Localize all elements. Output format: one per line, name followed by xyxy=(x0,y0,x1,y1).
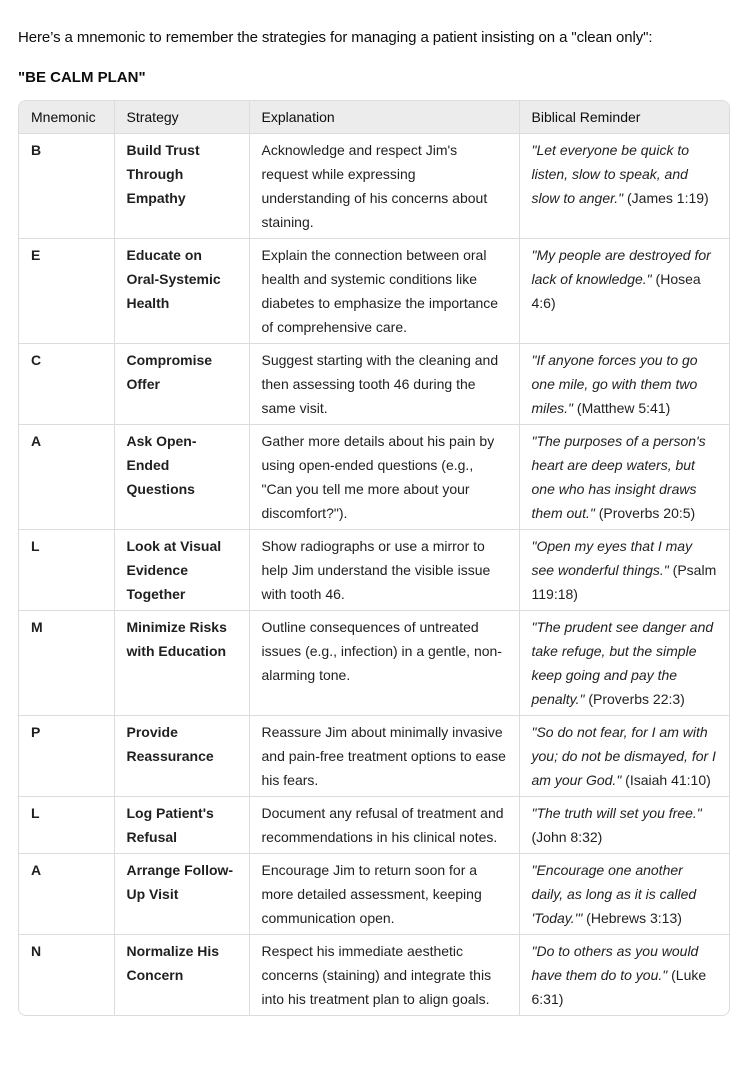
bible-reference: (Hosea 4:6) xyxy=(531,271,701,311)
bible-quote: "The purposes of a person's heart are deep waters, but one who has insight draws them out." xyxy=(531,433,706,521)
table-row xyxy=(19,611,729,716)
bible-quote: "Encourage one another daily, as long as it is called 'Today.'" xyxy=(531,862,697,926)
table-row xyxy=(19,716,729,797)
bible-quote: "The prudent see danger and take refuge, but the simple keep going and pay the penalty." xyxy=(531,619,714,707)
bible-quote: "My people are destroyed for lack of knowledge." xyxy=(531,247,711,287)
row-letter: A xyxy=(19,425,114,530)
header-biblical-reminder: Biblical Reminder xyxy=(519,101,729,134)
row-explanation: Encourage Jim to return soon for a more detailed assessment, keeping communication open. xyxy=(249,854,519,935)
row-letter: L xyxy=(19,530,114,611)
table-row xyxy=(19,239,729,344)
row-biblical-reminder xyxy=(519,344,729,425)
row-letter: B xyxy=(19,134,114,239)
row-strategy: Educate on Oral-Systemic Health xyxy=(114,239,249,344)
bible-quote: "Open my eyes that I may see wonderful things." xyxy=(531,538,693,578)
row-biblical-reminder xyxy=(519,797,729,854)
row-biblical-reminder xyxy=(519,134,729,239)
bible-reference: (Proverbs 20:5) xyxy=(594,505,696,521)
bible-reference: (James 1:19) xyxy=(623,190,709,206)
row-biblical-reminder xyxy=(519,716,729,797)
row-biblical-reminder xyxy=(519,239,729,344)
bible-quote: "The truth will set you free." xyxy=(531,805,702,821)
row-biblical-reminder xyxy=(519,425,729,530)
table-row xyxy=(19,797,729,854)
row-letter: A xyxy=(19,854,114,935)
bible-quote: "Let everyone be quick to listen, slow to speak, and slow to anger." xyxy=(531,142,690,206)
bible-reference: (Psalm 119:18) xyxy=(531,562,717,602)
mnemonic-table-container xyxy=(18,100,730,1016)
row-strategy: Minimize Risks with Education xyxy=(114,611,249,716)
row-explanation: Reassure Jim about minimally invasive and pain-free treatment options to ease his fears. xyxy=(249,716,519,797)
mnemonic-heading: "BE CALM PLAN" xyxy=(18,69,146,86)
row-strategy: Arrange Follow-Up Visit xyxy=(114,854,249,935)
row-strategy: Compromise Offer xyxy=(114,344,249,425)
row-strategy: Provide Reassurance xyxy=(114,716,249,797)
row-explanation: Explain the connection between oral health and systemic conditions like diabetes to emphasize the importance of comprehensive care. xyxy=(249,239,519,344)
bible-reference: (Proverbs 22:3) xyxy=(584,691,685,707)
row-biblical-reminder xyxy=(519,611,729,716)
header-strategy: Strategy xyxy=(114,101,249,134)
row-strategy: Look at Visual Evidence Together xyxy=(114,530,249,611)
bible-reference: (Isaiah 41:10) xyxy=(621,772,711,788)
table-row xyxy=(19,854,729,935)
header-explanation: Explanation xyxy=(249,101,519,134)
bible-reference: (Hebrews 3:13) xyxy=(582,910,682,926)
table-row xyxy=(19,425,729,530)
row-letter: E xyxy=(19,239,114,344)
row-biblical-reminder xyxy=(519,854,729,935)
bible-reference: (Luke 6:31) xyxy=(531,967,707,1007)
row-explanation: Suggest starting with the cleaning and then assessing tooth 46 during the same visit. xyxy=(249,344,519,425)
row-explanation: Document any refusal of treatment and recommendations in his clinical notes. xyxy=(249,797,519,854)
row-strategy: Build Trust Through Empathy xyxy=(114,134,249,239)
row-explanation: Respect his immediate aesthetic concerns (staining) and integrate this into his treatment plan to align goals. xyxy=(249,935,519,1016)
bible-quote: "Do to others as you would have them do to you." xyxy=(531,943,699,983)
row-letter: C xyxy=(19,344,114,425)
bible-quote: "If anyone forces you to go one mile, go with them two miles." xyxy=(531,352,698,416)
row-strategy: Log Patient's Refusal xyxy=(114,797,249,854)
header-mnemonic: Mnemonic xyxy=(19,101,114,134)
bible-reference: (Matthew 5:41) xyxy=(573,400,671,416)
table-row xyxy=(19,134,729,239)
row-strategy: Ask Open-Ended Questions xyxy=(114,425,249,530)
row-letter: M xyxy=(19,611,114,716)
table-row xyxy=(19,344,729,425)
bible-quote: "So do not fear, for I am with you; do not be dismayed, for I am your God." xyxy=(531,724,716,788)
row-strategy: Normalize His Concern xyxy=(114,935,249,1016)
row-explanation: Gather more details about his pain by using open-ended questions (e.g., "Can you tell me more about your discomfort?"). xyxy=(249,425,519,530)
mnemonic-table xyxy=(19,101,729,1015)
row-letter: N xyxy=(19,935,114,1016)
bible-reference: (John 8:32) xyxy=(531,829,603,845)
row-biblical-reminder xyxy=(519,935,729,1016)
row-explanation: Outline consequences of untreated issues (e.g., infection) in a gentle, non-alarming tone. xyxy=(249,611,519,716)
row-explanation: Show radiographs or use a mirror to help Jim understand the visible issue with tooth 46. xyxy=(249,530,519,611)
row-letter: P xyxy=(19,716,114,797)
table-row xyxy=(19,530,729,611)
row-biblical-reminder xyxy=(519,530,729,611)
row-letter: L xyxy=(19,797,114,854)
intro-text: Here’s a mnemonic to remember the strategies for managing a patient insisting on a "clean only": xyxy=(18,29,653,46)
row-explanation: Acknowledge and respect Jim's request while expressing understanding of his concerns about staining. xyxy=(249,134,519,239)
table-row xyxy=(19,935,729,1016)
table-header-row xyxy=(19,101,729,134)
